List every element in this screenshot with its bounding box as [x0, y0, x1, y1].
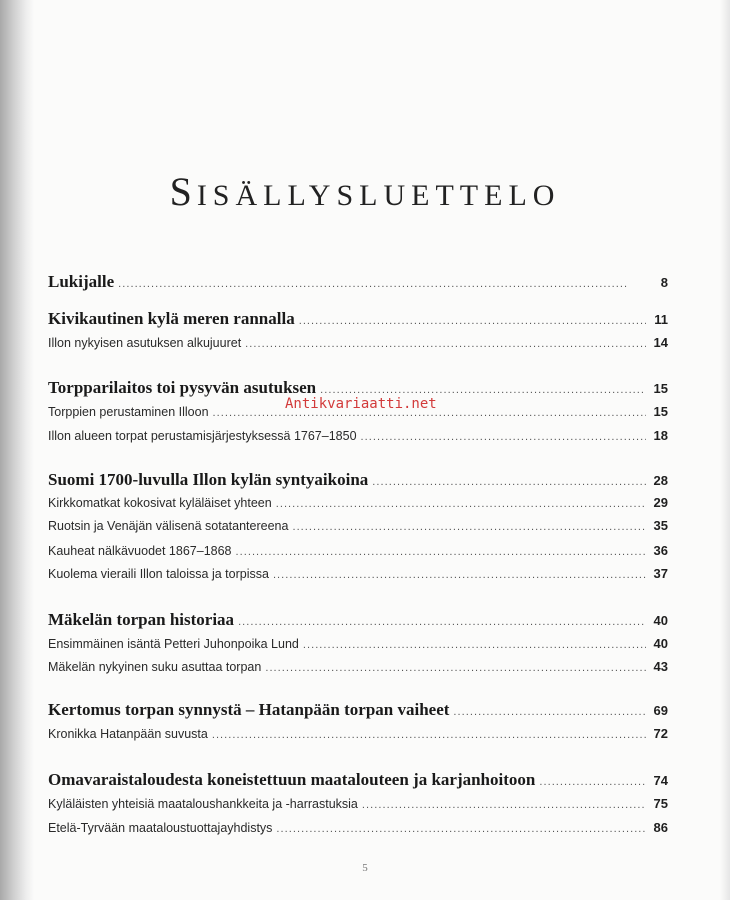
toc-entry — [48, 659, 668, 674]
entry-title: Illon alueen torpat perustamisjärjestyksessä 1767–1850 — [48, 429, 357, 443]
entry-page: 28 — [653, 473, 668, 488]
dot-leader — [320, 384, 646, 396]
toc-entry — [48, 272, 668, 292]
dot-leader — [292, 521, 646, 533]
dot-leader — [265, 662, 646, 674]
dot-leader — [276, 823, 646, 835]
entry-title: Torpparilaitos toi pysyvän asutuksen — [48, 378, 317, 397]
dot-leader — [453, 706, 646, 718]
entry-page: 74 — [653, 773, 668, 788]
entry-page: 75 — [653, 796, 668, 811]
page-number: 5 — [362, 862, 368, 874]
entry-page: 86 — [653, 820, 668, 835]
entry-page: 40 — [653, 636, 668, 651]
entry-title: Lukijalle — [48, 272, 115, 291]
entry-page: 14 — [653, 335, 668, 350]
dot-leader — [362, 799, 646, 811]
toc-entry — [48, 610, 668, 630]
entry-title: Kivikautinen kylä meren rannalla — [48, 309, 295, 328]
entry-title: Mäkelän torpan historiaa — [48, 610, 235, 629]
toc-entry — [48, 309, 668, 329]
entry-page: 15 — [653, 381, 668, 396]
dot-leader — [118, 278, 646, 290]
toc-entry — [48, 566, 668, 581]
entry-title: Kertomus torpan synnystä – Hatanpään torpan vaiheet — [48, 700, 450, 719]
dot-leader — [303, 639, 646, 651]
watermark-text: Antikvariaatti.net — [285, 396, 437, 412]
page-title — [0, 168, 730, 215]
toc-entry — [48, 796, 668, 811]
toc-entry — [48, 820, 668, 835]
entry-title: Torppien perustaminen Illoon — [48, 405, 209, 419]
toc-entry — [48, 378, 668, 398]
entry-page: 36 — [653, 543, 668, 558]
toc-entry — [48, 495, 668, 510]
toc-entry — [48, 470, 668, 490]
entry-title: Suomi 1700-luvulla Illon kylän syntyaikoina — [48, 470, 369, 489]
dot-leader — [372, 476, 646, 488]
dot-leader — [212, 729, 646, 741]
entry-page: 18 — [653, 428, 668, 443]
entry-page: 40 — [653, 613, 668, 628]
entry-title: Ensimmäinen isäntä Petteri Juhonpoika Lund — [48, 637, 299, 651]
entry-page: 37 — [653, 566, 668, 581]
entry-page: 72 — [653, 726, 668, 741]
dot-leader — [245, 338, 646, 350]
title-rest: ISÄLLYSLUETTELO — [196, 179, 561, 212]
dot-leader — [276, 498, 646, 510]
entry-title: Kauheat nälkävuodet 1867–1868 — [48, 544, 232, 558]
dot-leader — [236, 546, 647, 558]
dot-leader — [273, 569, 646, 581]
entry-page: 29 — [653, 495, 668, 510]
entry-page: 15 — [653, 404, 668, 419]
toc-entry — [48, 543, 668, 558]
entry-title: Ruotsin ja Venäjän välisenä sotatantereena — [48, 519, 289, 533]
book-spine-shadow — [0, 0, 34, 900]
entry-title: Kronikka Hatanpään suvusta — [48, 727, 208, 741]
page-edge-shadow — [720, 0, 730, 900]
entry-title: Omavaraistaloudesta koneistettuun maatalouteen ja karjanhoitoon — [48, 770, 536, 789]
title-first-letter: S — [169, 169, 197, 214]
dot-leader — [299, 315, 646, 327]
entry-title: Kuolema vieraili Illon taloissa ja torpissa — [48, 567, 269, 581]
toc-entry — [48, 726, 668, 741]
dot-leader — [361, 431, 646, 443]
toc-entry — [48, 700, 668, 720]
entry-title: Illon nykyisen asutuksen alkujuuret — [48, 336, 242, 350]
entry-page: 11 — [654, 312, 668, 327]
dot-leader — [238, 616, 646, 628]
toc-entry — [48, 518, 668, 533]
toc-entry — [48, 770, 668, 790]
toc-entry — [48, 335, 668, 350]
dot-leader — [539, 776, 646, 788]
toc-entry — [48, 428, 668, 443]
entry-page: 8 — [660, 275, 668, 290]
entry-title: Kirkkomatkat kokosivat kyläläiset yhteen — [48, 496, 272, 510]
toc-entry — [48, 636, 668, 651]
entry-page: 69 — [653, 703, 668, 718]
entry-page: 43 — [653, 659, 668, 674]
entry-page: 35 — [653, 518, 668, 533]
entry-title: Etelä-Tyrvään maataloustuottajayhdistys — [48, 821, 273, 835]
entry-title: Kyläläisten yhteisiä maataloushankkeita ja -harrastuksia — [48, 797, 358, 811]
entry-title: Mäkelän nykyinen suku asuttaa torpan — [48, 660, 262, 674]
